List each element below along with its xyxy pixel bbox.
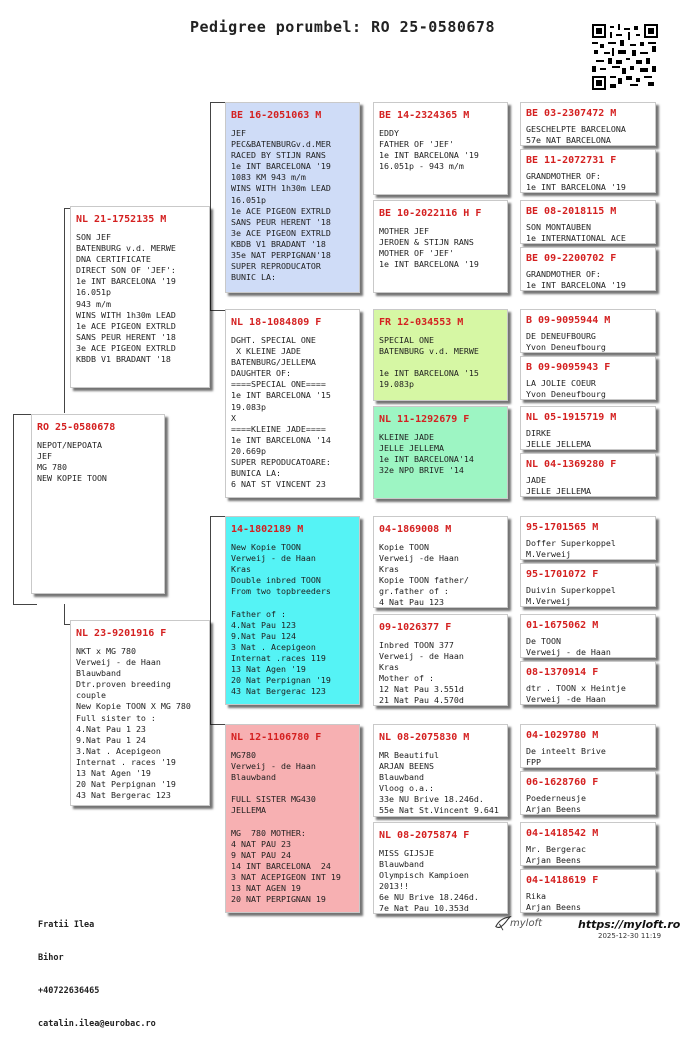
myloft-logo: myloft: [510, 918, 542, 929]
print-date: 2025-12-30 11:19: [598, 932, 662, 940]
ring-number: 06-1628760 F: [526, 777, 599, 788]
ring-number: 08-1370914 F: [526, 667, 599, 678]
gen4-card-10[interactable]: [520, 563, 656, 607]
pigeon-notes: Inbred TOON 377 Verweij - de Haan Kras Mother of : 12 Nat Pau 3.551d 21 Nat Pau 4.570d: [379, 640, 464, 706]
pigeon-notes: Doffer Superkoppel M.Verweij: [526, 538, 616, 560]
gen4-card-1[interactable]: [520, 102, 656, 146]
ring-number: B 09-9095943 F: [526, 362, 611, 373]
pigeon-notes: GESCHELPTE BARCELONA 57e NAT BARCELONA: [526, 124, 626, 146]
pigeon-notes: dtr . TOON x Heintje Verweij -de Haan: [526, 683, 626, 705]
ring-number: NL 08-2075874 F: [379, 830, 470, 841]
ring-number: BE 14-2324365 M: [379, 110, 470, 121]
gen3-card-5[interactable]: [373, 516, 508, 608]
ring-number: 04-1418542 M: [526, 828, 599, 839]
pigeon-notes: EDDY FATHER OF 'JEF' 1e INT BARCELONA '19 16.051p - 943 m/m: [379, 128, 479, 172]
ring-number: NL 08-2075830 M: [379, 732, 470, 743]
ring-number: NL 18-1084809 F: [231, 317, 322, 328]
ring-number: NL 21-1752135 M: [76, 214, 167, 225]
gen4-card-13[interactable]: [520, 724, 656, 768]
pigeon-notes: NKT x MG 780 Verweij - de Haan Blauwband Dtr.proven breeding couple New Kopie TOON X MG 780 Full sister to : 4.Nat Pau 1 23 9.Nat Pau 1 24 3.Nat . Acepigeon Internat . races '19 13 Nat Agen '19 20 Nat Perpignan '19 43 Nat Bergerac 123: [76, 646, 191, 801]
pigeon-notes: De TOON Verweij - de Haan: [526, 636, 611, 658]
pigeon-notes: SON MONTAUBEN 1e INTERNATIONAL ACE: [526, 222, 626, 244]
pigeon-notes: JEF PEC&BATENBURGv.d.MER RACED BY STIJN RANS 1e INT BARCELONA '19 1083 KM 943 m/m WINS WITH 1h30m LEAD 16.051p 1e ACE PIGEON EXTRLD SANS PEUR HERENT '18 3e ACE PIGEON EXTRLD KBDB V1 BRADANT '18 35e NAT PERPIGNAN'18 SUPER REPRODUCATOR BUNIC LA:: [231, 128, 331, 283]
owner-contact: [38, 898, 156, 1041]
ring-number: BE 09-2200702 F: [526, 253, 617, 264]
granddam-maternal-card[interactable]: [225, 724, 360, 913]
pigeon-notes: Poederneusje Arjan Beens: [526, 793, 586, 815]
pigeon-notes: SON JEF BATENBURG v.d. MERWE DNA CERTIFICATE DIRECT SON OF 'JEF': 1e INT BARCELONA '19 16.051p 943 m/m WINS WITH 1h30m LEAD 1e ACE PIGEON EXTRLD SANS PEUR HERENT '18 3e ACE PIGEON EXTRLD KBDB V1 BRADANT '18: [76, 232, 176, 365]
gen4-card-16[interactable]: [520, 869, 656, 913]
subject-pigeon-card[interactable]: [31, 414, 165, 594]
ring-number: BE 08-2018115 M: [526, 206, 617, 217]
gen4-card-11[interactable]: [520, 614, 656, 658]
ring-number: BE 10-2022116 H F: [379, 208, 482, 219]
pigeon-notes: De inteelt Brive FPP: [526, 746, 606, 768]
pigeon-notes: MISS GIJSJE Blauwband Olympisch Kampioen 2013!! 6e NU Brive 18.246d. 7e Nat Pau 10.353d: [379, 848, 479, 914]
pigeon-notes: MOTHER JEF JEROEN & STIJN RANS MOTHER OF 'JEF' 1e INT BARCELONA '19: [379, 226, 479, 270]
gen3-card-1[interactable]: [373, 102, 508, 195]
pigeon-notes: SPECIAL ONE BATENBURG v.d. MERWE 1e INT BARCELONA '15 19.083p: [379, 335, 479, 390]
owner-name: Fratii Ilea: [38, 920, 95, 930]
ring-number: FR 12-034553 M: [379, 317, 464, 328]
gen3-card-6[interactable]: [373, 614, 508, 706]
gen4-card-7[interactable]: [520, 406, 656, 450]
ring-number: NL 23-9201916 F: [76, 628, 167, 639]
gen4-card-8[interactable]: [520, 453, 656, 497]
pigeon-notes: KLEINE JADE JELLE JELLEMA 1e INT BARCELONA'14 32e NPO BRIVE '14: [379, 432, 474, 476]
dam-card[interactable]: [70, 620, 210, 806]
gen4-card-14[interactable]: [520, 771, 656, 815]
pigeon-notes: GRANDMOTHER OF: 1e INT BARCELONA '19: [526, 269, 626, 291]
pigeon-notes: Rika Arjan Beens: [526, 891, 581, 913]
grandsire-paternal-card[interactable]: [225, 102, 360, 293]
ring-number: BE 11-2072731 F: [526, 155, 617, 166]
granddam-paternal-card[interactable]: [225, 309, 360, 498]
pigeon-notes: MG780 Verweij - de Haan Blauwband FULL SISTER MG430 JELLEMA MG 780 MOTHER: 4 NAT PAU 23 9 NAT PAU 24 14 INT BARCELONA 24 3 NAT ACEPIGEON INT 19 13 NAT AGEN 19 20 NAT PERPIGNAN 19: [231, 750, 341, 905]
owner-phone[interactable]: +40722636465: [38, 986, 100, 996]
pigeon-notes: New Kopie TOON Verweij - de Haan Kras Double inbred TOON From two topbreeders Father of : 4.Nat Pau 123 9.Nat Pau 124 3 Nat . Acepigeon Internat .races 119 13 Nat Agen '19 20 Nat Perpignan '19 43 Nat Bergerac 123: [231, 542, 331, 697]
ring-number: BE 03-2307472 M: [526, 108, 617, 119]
ring-number: 01-1675062 M: [526, 620, 599, 631]
ring-number: BE 16-2051063 M: [231, 110, 322, 121]
gen4-card-6[interactable]: [520, 356, 656, 400]
ring-number: 14-1802189 M: [231, 524, 304, 535]
pigeon-notes: Duivin Superkoppel M.Verweij: [526, 585, 616, 607]
gen3-card-2[interactable]: [373, 200, 508, 293]
website-link[interactable]: https://myloft.ro: [578, 918, 681, 931]
gen4-card-9[interactable]: [520, 516, 656, 560]
gen4-card-2[interactable]: [520, 149, 656, 193]
grandsire-maternal-card[interactable]: [225, 516, 360, 705]
pigeon-notes: DGHT. SPECIAL ONE X KLEINE JADE BATENBURG/JELLEMA DAUGHTER OF: ====SPECIAL ONE==== 1e INT BARCELONA '15 19.083p X ====KLEINE JADE==== 1e INT BARCELONA '14 20.669p SUPER REPODUCATOARE: BUNICA LA: 6 NAT ST VINCENT 23: [231, 335, 331, 490]
gen3-card-7[interactable]: [373, 724, 508, 817]
ring-number: NL 04-1369280 F: [526, 459, 617, 470]
gen3-card-4[interactable]: [373, 406, 508, 499]
ring-number: 04-1029780 M: [526, 730, 599, 741]
pigeon-notes: DIRKE JELLE JELLEMA: [526, 428, 591, 450]
ring-number: B 09-9095944 M: [526, 315, 611, 326]
ring-number: 95-1701565 M: [526, 522, 599, 533]
ring-number: 95-1701072 F: [526, 569, 599, 580]
ring-number: 04-1418619 F: [526, 875, 599, 886]
gen4-card-3[interactable]: [520, 200, 656, 244]
owner-email[interactable]: catalin.ilea@eurobac.ro: [38, 1019, 156, 1029]
sire-card[interactable]: [70, 206, 210, 388]
pigeon-notes: Mr. Bergerac Arjan Beens: [526, 844, 586, 866]
ring-number: RO 25-0580678: [37, 422, 116, 433]
gen3-card-3[interactable]: [373, 309, 508, 401]
ring-number: 09-1026377 F: [379, 622, 452, 633]
ring-number: NL 05-1915719 M: [526, 412, 617, 423]
page-title: Pedigree porumbel: RO 25-0580678: [190, 18, 495, 36]
gen4-card-15[interactable]: [520, 822, 656, 866]
pigeon-notes: Kopie TOON Verweij -de Haan Kras Kopie TOON father/ gr.father of : 4 Nat Pau 123: [379, 542, 469, 608]
qr-code: [592, 24, 658, 90]
pigeon-notes: NEPOT/NEPOATA JEF MG 780 NEW KOPIE TOON: [37, 440, 107, 484]
gen3-card-8[interactable]: [373, 822, 508, 914]
gen4-card-12[interactable]: [520, 661, 656, 705]
gen4-card-4[interactable]: [520, 247, 656, 291]
ring-number: 04-1869008 M: [379, 524, 452, 535]
ring-number: NL 11-1292679 F: [379, 414, 470, 425]
pigeon-notes: JADE JELLE JELLEMA: [526, 475, 591, 497]
pigeon-notes: GRANDMOTHER OF: 1e INT BARCELONA '19: [526, 171, 626, 193]
pigeon-notes: DE DENEUFBOURG Yvon Deneufbourg: [526, 331, 606, 353]
gen4-card-5[interactable]: [520, 309, 656, 353]
owner-region: Bihor: [38, 953, 64, 963]
pigeon-notes: MR Beautiful ARJAN BEENS Blauwband Vloog o.a.: 33e NU Brive 18.246d. 55e Nat St.Vincent 9.641: [379, 750, 499, 816]
pigeon-notes: LA JOLIE COEUR Yvon Deneufbourg: [526, 378, 606, 400]
ring-number: NL 12-1106780 F: [231, 732, 322, 743]
